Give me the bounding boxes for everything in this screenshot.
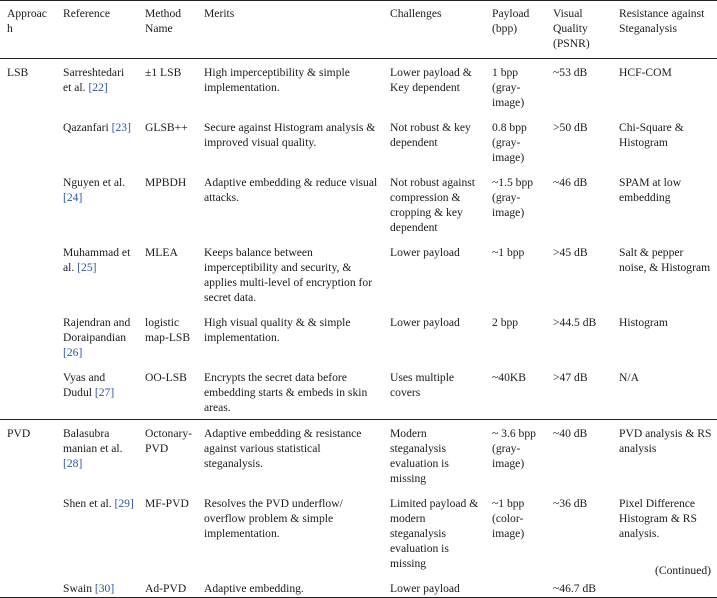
- continued-label: (Continued): [654, 564, 711, 577]
- cell-challenges: Not robust & key dependent: [390, 121, 471, 149]
- table-row: [0, 575, 717, 598]
- cell-approach: [0, 575, 56, 598]
- header-row: [0, 1, 717, 59]
- cell-method-name: MPBDH: [145, 176, 187, 189]
- table-row: [0, 169, 717, 239]
- table-row: [0, 239, 717, 309]
- cell-method-name: ±1 LSB: [145, 66, 182, 79]
- cell-challenges: Lower payload & Key dependent: [390, 66, 472, 94]
- citation-link[interactable]: [27]: [94, 386, 115, 399]
- citation-link[interactable]: [28]: [63, 457, 83, 470]
- header-reference: Reference: [56, 1, 138, 59]
- cell-visual-quality: ~53 dB: [553, 66, 588, 79]
- table-row: [0, 309, 717, 364]
- table-row: [0, 420, 717, 491]
- cell-challenges: Not robust against compression & cropping & key dependent: [390, 176, 476, 234]
- cell-resistance: N/A: [619, 371, 639, 384]
- cell-resistance: PVD analysis & RS analysis: [612, 420, 717, 491]
- cell-challenges: Uses multiple covers: [390, 371, 455, 399]
- cell-resistance: Pixel Difference Histogram & RS analysis.: [619, 497, 697, 540]
- cell-visual-quality: ~36 dB: [553, 497, 588, 510]
- cell-reference: [56, 114, 138, 169]
- cell-visual-quality: ~46.7 dB: [546, 575, 612, 598]
- cell-merits: Adaptive embedding.: [197, 575, 383, 598]
- table-body: [0, 59, 717, 598]
- header-merits: Merits: [197, 1, 383, 59]
- cell-payload: ~40KB: [492, 371, 526, 384]
- cell-method-name: Ad-PVD: [138, 575, 197, 598]
- reference-text: Muhammad et al.: [63, 246, 131, 274]
- cell-challenges: Modern steganalysis evaluation is missing: [383, 420, 485, 491]
- cell-method-name: MLEA: [145, 246, 178, 259]
- cell-reference: [56, 490, 138, 575]
- cell-method-name: GLSB++: [145, 121, 188, 134]
- cell-resistance: Salt & pepper noise, & Histogram: [619, 246, 711, 274]
- cell-visual-quality: >47 dB: [553, 371, 588, 384]
- reference-text: Balasubra manian et al.: [63, 427, 123, 455]
- table-row: [0, 59, 717, 115]
- header-challenges: Challenges: [383, 1, 485, 59]
- table-row: [0, 490, 717, 575]
- cell-approach: [0, 114, 56, 169]
- cell-method-name: MF-PVD: [145, 497, 189, 510]
- cell-challenges: Limited payload & modern steganalysis evaluation is missing: [390, 497, 479, 570]
- cell-payload: ~1.5 bpp (gray-image): [492, 176, 534, 219]
- cell-visual-quality: >50 dB: [553, 121, 588, 134]
- header-payload: Payload (bpp): [485, 1, 546, 59]
- cell-approach: PVD: [0, 420, 56, 491]
- citation-link[interactable]: [22]: [88, 81, 108, 94]
- citation-link[interactable]: [25]: [77, 261, 97, 274]
- cell-merits: Adaptive embedding & reduce visual attacks.: [204, 176, 378, 204]
- cell-merits: Keeps balance between imperceptibility and security, & applies multi-level of encryption for secret data.: [204, 246, 373, 304]
- cell-merits: Secure against Histogram analysis & improved visual quality.: [204, 121, 376, 149]
- reference-text: Nguyen et al.: [63, 176, 126, 189]
- cell-resistance: SPAM at low embedding: [619, 176, 682, 204]
- cell-visual-quality: >45 dB: [553, 246, 588, 259]
- cell-payload: 0.8 bpp (gray-image): [492, 121, 527, 164]
- cell-approach: [0, 169, 56, 239]
- cell-payload: 2 bpp: [492, 316, 519, 329]
- cell-reference: [56, 420, 138, 491]
- table-header: [0, 1, 717, 59]
- cell-reference: [56, 309, 138, 364]
- cell-payload: ~1 bpp (color-image): [492, 497, 525, 540]
- cell-visual-quality: ~46 dB: [553, 176, 588, 189]
- cell-reference: [56, 59, 138, 115]
- citation-link[interactable]: [29]: [114, 497, 134, 510]
- cell-visual-quality: >44.5 dB: [553, 316, 597, 329]
- cell-approach: LSB: [7, 66, 29, 79]
- header-resistance: Resistance against Steganalysis: [612, 1, 717, 59]
- cell-approach: [0, 364, 56, 420]
- cell-method-name: Octonary-PVD: [138, 420, 197, 491]
- header-method-name: Method Name: [138, 1, 197, 59]
- reference-text: Sarreshtedari et al.: [63, 66, 125, 94]
- cell-resistance: [612, 575, 717, 598]
- cell-approach: [0, 239, 56, 309]
- reference-text: Shen et al.: [63, 497, 115, 510]
- cell-merits: High visual quality & & simple implementation.: [204, 316, 351, 344]
- table-row: [0, 114, 717, 169]
- cell-merits: Adaptive embedding & resistance against various statistical steganalysis.: [197, 420, 383, 491]
- cell-merits: Resolves the PVD underflow/ overflow problem & simple implementation.: [204, 497, 343, 540]
- cell-method-name: logistic map-LSB: [145, 316, 191, 344]
- table-row: [0, 364, 717, 420]
- cell-method-name: OO-LSB: [145, 371, 187, 384]
- cell-payload: [485, 575, 546, 598]
- reference-text: Qazanfari: [63, 121, 112, 134]
- reference-text: Swain: [63, 582, 95, 595]
- cell-reference: [56, 575, 138, 598]
- reference-text: Rajendran and Doraipandian: [63, 316, 131, 344]
- cell-payload: ~1 bpp: [492, 246, 525, 259]
- citation-link[interactable]: [23]: [111, 121, 131, 134]
- cell-reference: [56, 239, 138, 309]
- cell-resistance: Histogram: [619, 316, 668, 329]
- cell-resistance: HCF-COM: [619, 66, 672, 79]
- cell-challenges: Lower payload: [390, 246, 460, 259]
- reference-text: Vyas and Dudul: [63, 371, 106, 399]
- cell-challenges: Lower payload: [390, 316, 460, 329]
- cell-visual-quality: ~40 dB: [546, 420, 612, 491]
- cell-merits: High imperceptibility & simple implementation.: [204, 66, 350, 94]
- cell-reference: [56, 169, 138, 239]
- citation-link[interactable]: [26]: [63, 346, 83, 359]
- cell-reference: [56, 364, 138, 420]
- cell-merits: Encrypts the secret data before embedding starts & embeds in skin areas.: [204, 371, 368, 414]
- citation-link[interactable]: [30]: [94, 582, 115, 595]
- cell-approach: [0, 309, 56, 364]
- cell-approach: [0, 490, 56, 575]
- cell-payload: ~ 3.6 bpp (gray-image): [485, 420, 546, 491]
- cell-resistance: Chi-Square & Histogram: [619, 121, 684, 149]
- cell-challenges: Lower payload: [383, 575, 485, 598]
- cell-payload: 1 bpp (gray-image): [492, 66, 525, 109]
- citation-link[interactable]: [24]: [63, 191, 83, 204]
- header-visual-quality: Visual Quality (PSNR): [546, 1, 612, 59]
- header-approach: Approach: [0, 1, 56, 59]
